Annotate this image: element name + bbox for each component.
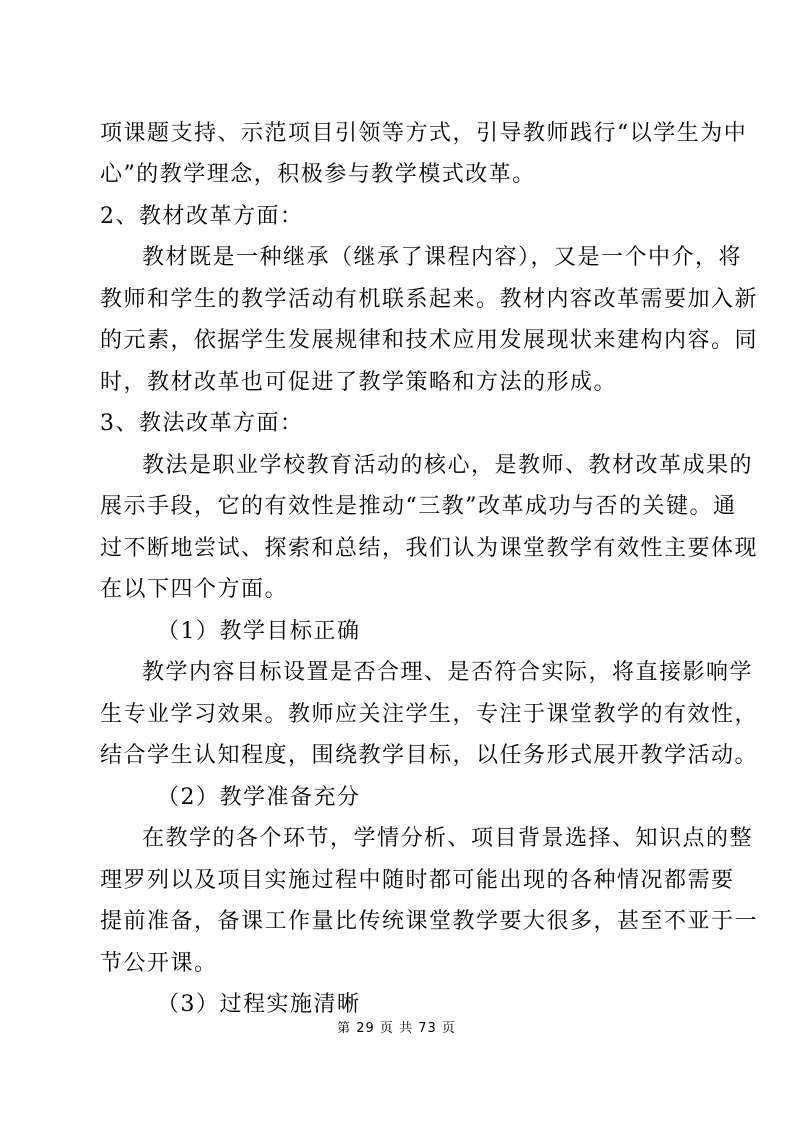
text-line: 教材既是一种继承（继承了课程内容），又是一个中介，将	[142, 245, 743, 270]
text-line: 过不断地尝试、探索和总结，我们认为课堂教学有效性主要体现	[100, 536, 759, 561]
text-line: 在以下四个方面。	[100, 577, 289, 602]
text-line: 理罗列以及项目实施过程中随时都可能出现的各种情况都需要	[100, 868, 735, 893]
text-line: 展示手段，它的有效性是推动“三教”改革成功与否的关键。通	[100, 494, 737, 519]
section-heading: 2、教材改革方面：	[100, 204, 304, 229]
text-line: 时，教材改革也可促进了教学策略和方法的形成。	[100, 370, 618, 395]
text-line: 项课题支持、示范项目引领等方式，引导教师践行“以学生为中	[100, 121, 748, 146]
text-line: 心”的教学理念，积极参与教学模式改革。	[100, 162, 536, 187]
subsection-heading: （3）过程实施清晰	[157, 992, 361, 1017]
text-line: 教师和学生的教学活动有机联系起来。教材内容改革需要加入新	[100, 287, 759, 312]
text-line: 提前准备，备课工作量比传统课堂教学要大很多，甚至不亚于一	[100, 909, 759, 934]
text-line: 教学内容目标设置是否合理、是否符合实际，将直接影响学	[142, 660, 754, 685]
subsection-heading: （2）教学准备充分	[157, 785, 361, 810]
text-line: 在教学的各个环节，学情分析、项目背景选择、知识点的整	[142, 826, 754, 851]
text-line: 结合学生认知程度，围绕教学目标，以任务形式展开教学活动。	[100, 743, 759, 768]
text-line: 教法是职业学校教育活动的核心，是教师、教材改革成果的	[142, 453, 754, 478]
section-heading: 3、教法改革方面：	[100, 411, 304, 436]
text-line: 生专业学习效果。教师应关注学生，专注于课堂教学的有效性，	[100, 702, 759, 727]
text-line: 节公开课。	[100, 951, 218, 976]
page-number-footer: 第 29 页 共 73 页	[337, 1021, 456, 1036]
text-line: 的元素，依据学生发展规律和技术应用发展现状来建构内容。同	[100, 328, 759, 353]
subsection-heading: （1）教学目标正确	[157, 619, 361, 644]
